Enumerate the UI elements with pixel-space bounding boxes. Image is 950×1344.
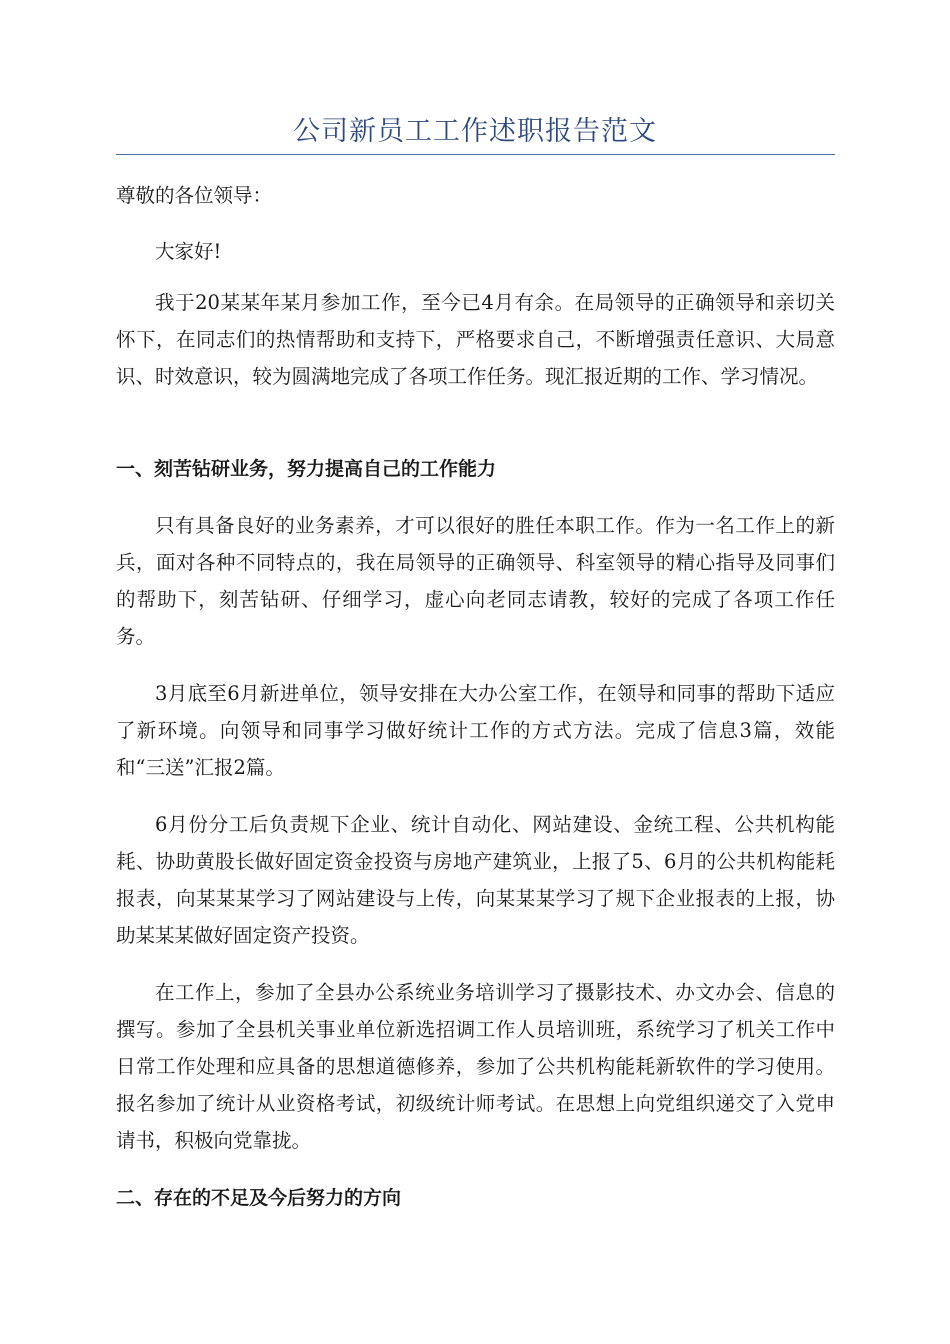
paragraph: 只有具备良好的业务素养，才可以很好的胜任本职工作。作为一名工作上的新兵，面对各种不同特点的，我在局领导的正确领导、科室领导的精心指导及同事们的帮助下，刻苦钻研、仔细学习，虚心向老同志请教，较好的完成了各项工作任务。 <box>116 514 835 648</box>
intro-paragraph: 我于20某某年某月参加工作，至今已4月有余。在局领导的正确领导和亲切关怀下，在同志们的热情帮助和支持下，严格要求自己，不断增强责任意识、大局意识、时效意识，较为圆满地完成了各项工作任务。现汇报近期的工作、学习情况。 <box>116 291 835 388</box>
title-underline <box>116 154 835 155</box>
paragraph: 6月份分工后负责规下企业、统计自动化、网站建设、金统工程、公共机构能耗、协助黄股长做好固定资金投资与房地产建筑业，上报了5、6月的公共机构能耗报表，向某某某学习了网站建设与上传，向某某某学习了规下企业报表的上报，协助某某某做好固定资产投资。 <box>116 813 835 947</box>
paragraph: 3月底至6月新进单位，领导安排在大办公室工作，在领导和同事的帮助下适应了新环境。向领导和同事学习做好统计工作的方式方法。完成了信息3篇，效能和“三送”汇报2篇。 <box>116 682 835 779</box>
salutation: 尊敬的各位领导： <box>116 184 273 207</box>
section-heading-1: 一、刻苦钻研业务，努力提高自己的工作能力 <box>116 458 497 480</box>
document-title: 公司新员工工作述职报告范文 <box>293 116 657 147</box>
paragraph: 在工作上，参加了全县办公系统业务培训学习了摄影技术、办文办会、信息的撰写。参加了全县机关事业单位新选招调工作人员培训班，系统学习了机关工作中日常工作处理和应具备的思想道德修养，参加了公共机构能耗新软件的学习使用。报名参加了统计从业资格考试，初级统计师考试。在思想上向党组织递交了入党申请书，积极向党靠拢。 <box>116 981 835 1152</box>
greeting: 大家好! <box>155 240 222 263</box>
section-heading-2: 二、存在的不足及今后努力的方向 <box>116 1187 402 1209</box>
